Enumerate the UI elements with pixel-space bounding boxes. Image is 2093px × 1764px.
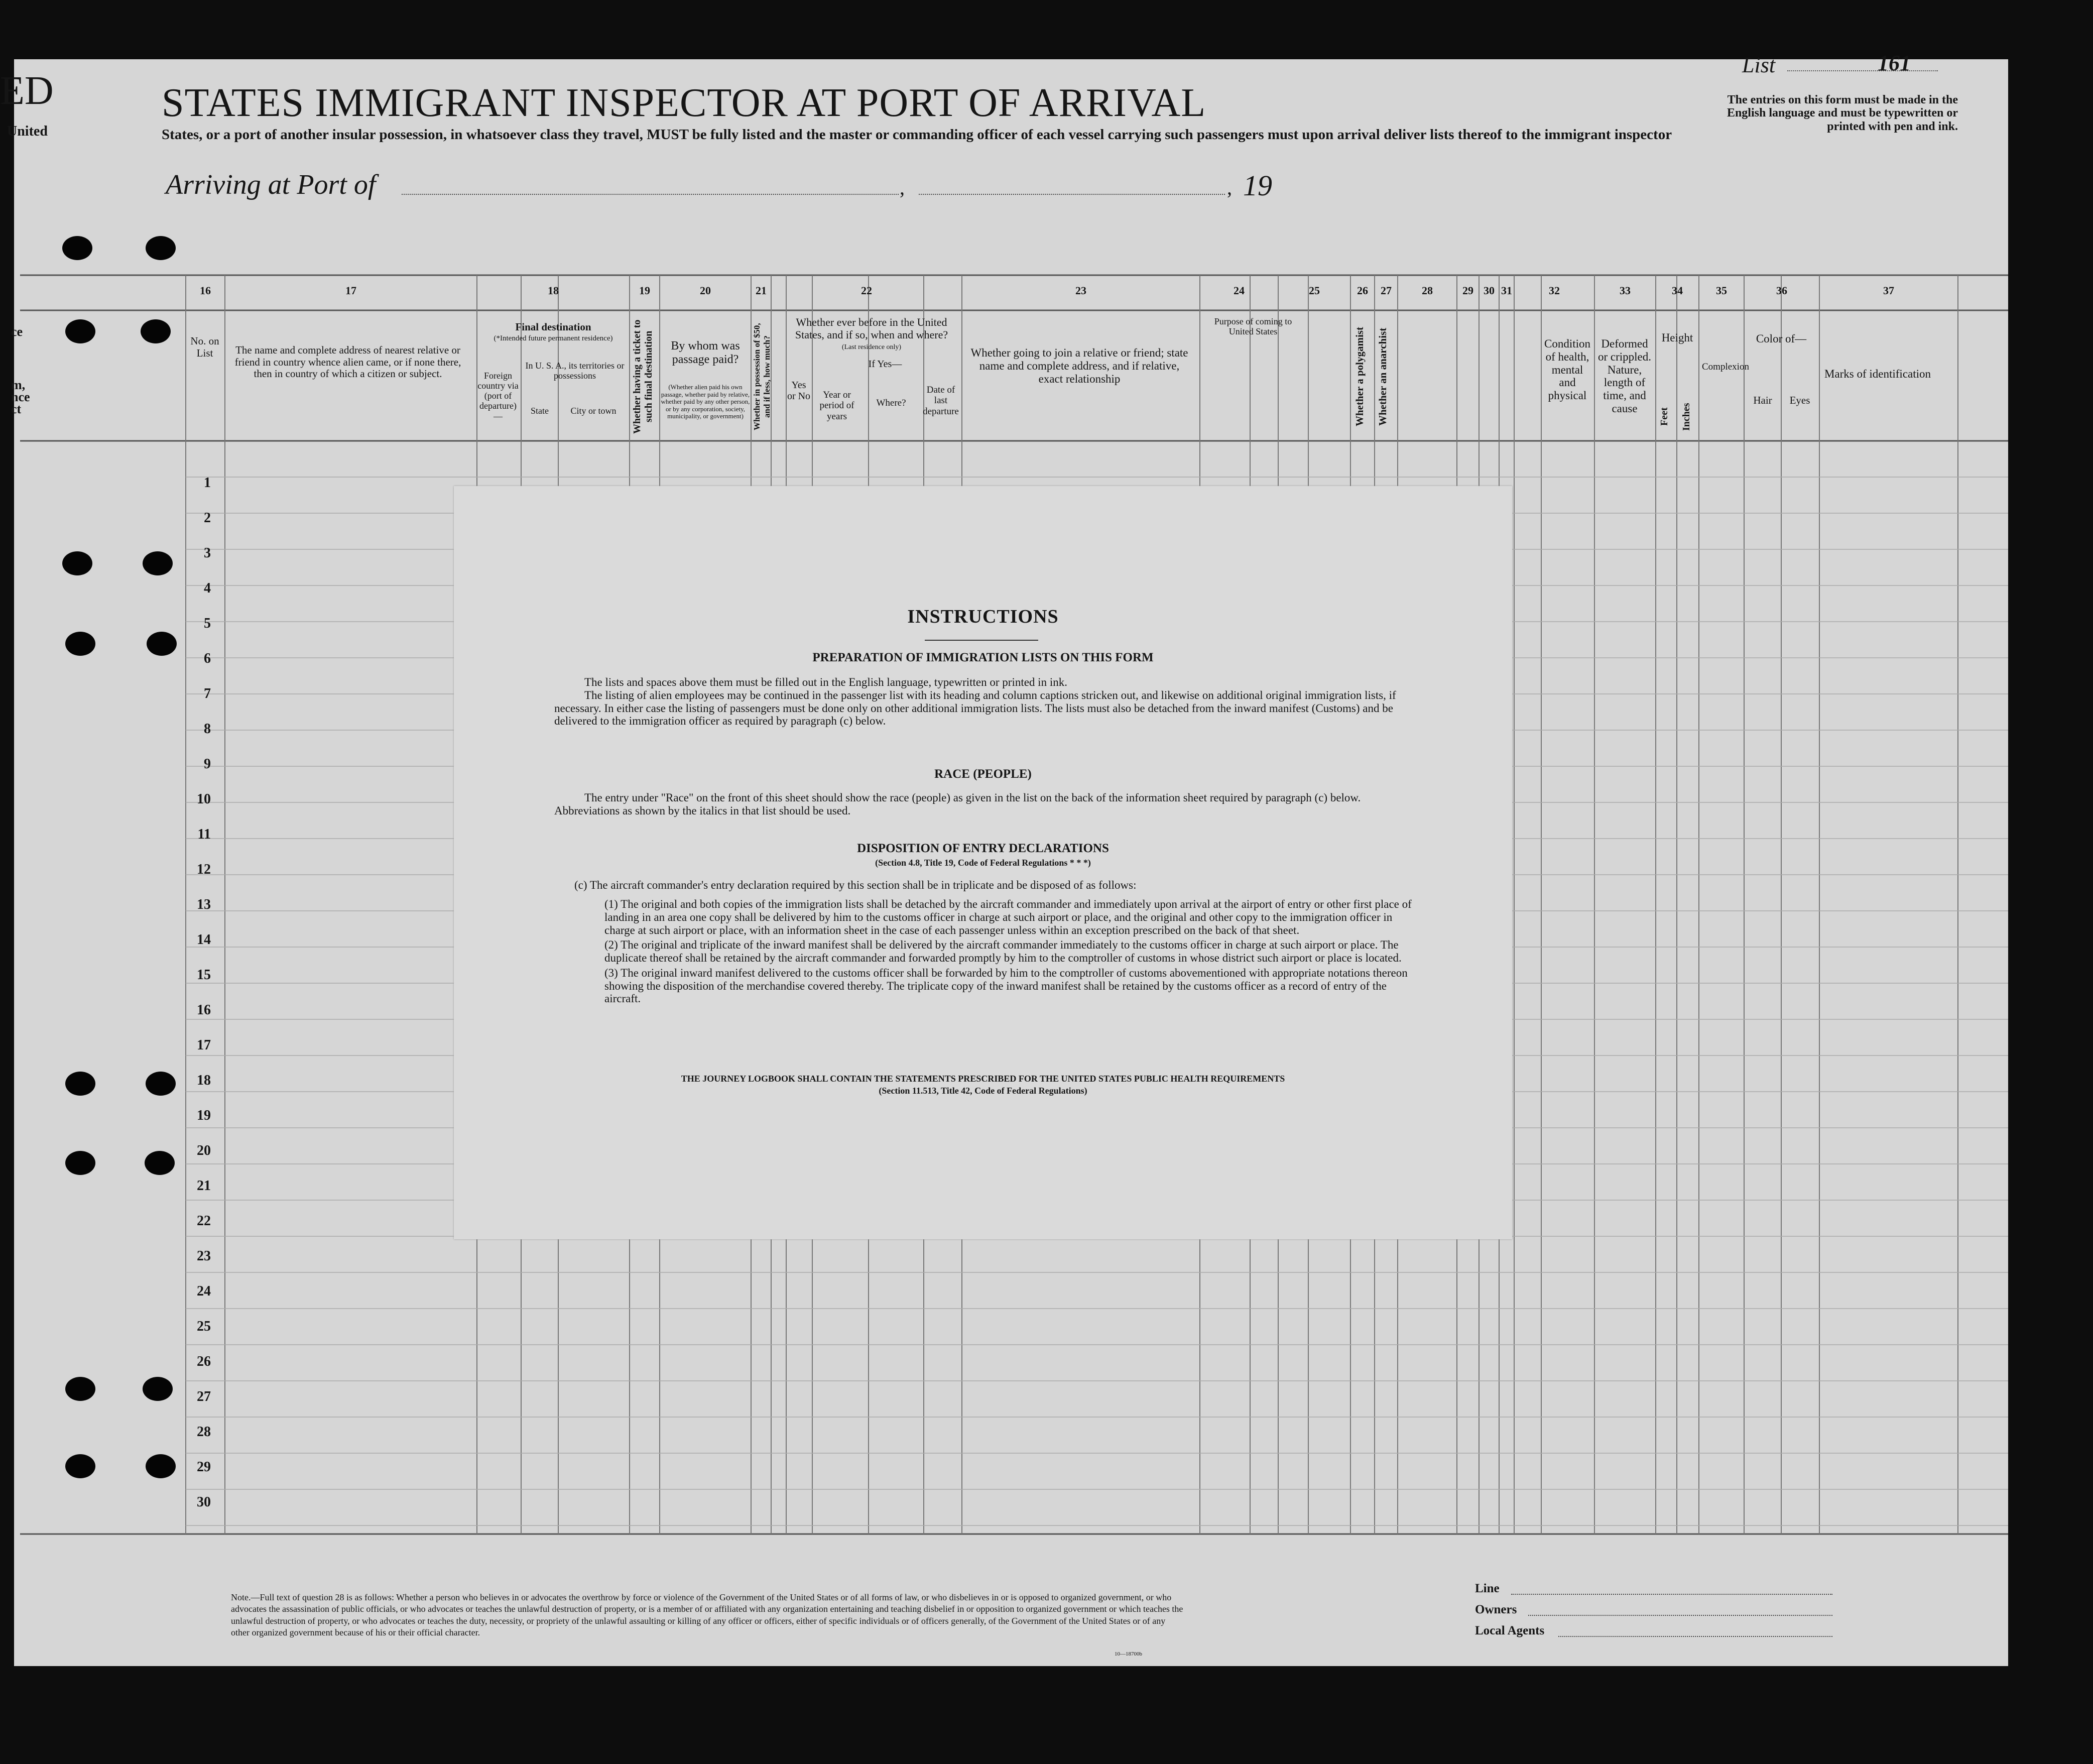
stub-united-text: United — [7, 124, 48, 139]
row-number: 13 — [197, 897, 211, 912]
comma-sep: , — [1227, 176, 1232, 199]
col-marks-header: Marks of identification — [1824, 368, 1931, 380]
disposition-item: (2) The original and triplicate of the inward manifest shall be delivered by the aircraft commander immediately to the customs officer in charge at such airport or place. The duplicate thereof shall be retained by the aircraft commander and forwarded promptly by him to the comptroller of customs in whose district such airport or place is located. — [604, 938, 1402, 964]
disposition-intro: (c) The aircraft commander's entry declaration required by this section shall be in triplicate and be disposed of as follows: — [574, 879, 1137, 891]
column-number: 31 — [1501, 284, 1512, 297]
stub-line: nce — [11, 390, 30, 404]
row-number: 8 — [204, 721, 211, 737]
column-number: 22 — [861, 284, 872, 297]
entries-note: The entries on this form must be made in the English language and must be typewritten or printed with pen and ink. — [1727, 93, 1958, 133]
row-number: 12 — [197, 862, 211, 877]
col-hair-header: Hair — [1753, 394, 1772, 406]
row-number: 20 — [197, 1143, 211, 1158]
col-feet-header: Feet — [1659, 407, 1670, 426]
row-number: 21 — [197, 1178, 211, 1194]
col-final-destination-header: Final destination — [515, 321, 591, 333]
col-if-yes-header: If Yes— — [868, 359, 902, 370]
list-number: 161 — [1878, 51, 1911, 75]
form-title: STATES IMMIGRANT INSPECTOR AT PORT OF ARRIVAL — [162, 81, 1206, 125]
line-label: Line — [1475, 1582, 1500, 1595]
logbook-statement: THE JOURNEY LOGBOOK SHALL CONTAIN THE STATEMENTS PRESCRIBED FOR THE UNITED STATES PUBLIC HEALTH REQUIREMENTS — [681, 1074, 1285, 1084]
row-number: 5 — [204, 616, 211, 631]
column-number: 16 — [200, 284, 211, 297]
row-number: 10 — [197, 791, 211, 807]
year-prefix: 19 — [1243, 169, 1272, 202]
column-number: 37 — [1883, 284, 1894, 297]
column-number: 30 — [1484, 284, 1495, 297]
prep-paragraph-1: The lists and spaces above them must be filled out in the English language, typewritten or printed in ink. — [584, 676, 1067, 688]
column-number: 27 — [1381, 284, 1392, 297]
owners-label: Owners — [1475, 1603, 1517, 1616]
arriving-label: Arriving at Port of — [166, 169, 376, 200]
row-number: 16 — [197, 1002, 211, 1018]
row-number: 14 — [197, 932, 211, 948]
col-purpose-header: Purpose of coming to United States — [1214, 316, 1292, 337]
row-number: 26 — [197, 1354, 211, 1369]
row-number: 17 — [197, 1037, 211, 1053]
local-agents-label: Local Agents — [1475, 1624, 1545, 1637]
col-foreign-country-header: Foreign country via (port of departure)— — [477, 371, 519, 421]
disposition-item: (3) The original inward manifest delivered to the customs officer shall be forwarded by him to the comptroller of customs abovementioned with appropriate notations thereon showing the disposition of the merchandise covered thereby. The triplicate copy of the inward manifest shall be retained by the customs officer as a record of entry of the aircraft. — [604, 966, 1408, 1005]
col-state-header: State — [531, 406, 549, 416]
column-number: 20 — [700, 284, 711, 297]
list-label: List — [1742, 53, 1776, 77]
race-heading: RACE (PEOPLE) — [934, 767, 1032, 781]
stub-ed-text: ED — [0, 69, 54, 113]
row-number: 22 — [197, 1213, 211, 1229]
line-field — [1511, 1594, 1832, 1595]
col-year-period-header: Year or period of years — [819, 390, 854, 422]
col-join-relative-header: Whether going to join a relative or friend; state name and complete address, and if relative, exact relationship — [970, 346, 1188, 385]
disposition-heading: DISPOSITION OF ENTRY DECLARATIONS — [857, 842, 1109, 855]
row-number: 29 — [197, 1459, 211, 1475]
col-ticket-header: Whether having a ticket to such final destination — [632, 319, 654, 434]
column-number: 18 — [548, 284, 559, 297]
column-number: 17 — [345, 284, 356, 297]
row-number: 3 — [204, 545, 211, 561]
form-subtitle: States, or a port of another insular possession, in whatsoever class they travel, MUST be fully listed and the master or commanding officer of each vessel carrying such passengers must upon arrival deliver lists thereof to the immigrant inspector — [162, 127, 1672, 143]
col-usa-territories-header: In U. S. A., its territories or possessions — [525, 361, 625, 381]
stub-line: m, — [11, 378, 26, 392]
col-where-header: Where? — [876, 398, 906, 408]
prep-heading: PREPARATION OF IMMIGRATION LISTS ON THIS FORM — [812, 651, 1154, 664]
column-number: 34 — [1672, 284, 1683, 297]
col-yes-no-header: Yes or No — [787, 380, 811, 402]
column-number: 28 — [1422, 284, 1433, 297]
row-number: 15 — [197, 967, 211, 983]
instructions-title: INSTRUCTIONS — [907, 606, 1059, 627]
form-code: 10—18700b — [1115, 1651, 1142, 1657]
instructions-sheet — [454, 486, 1512, 1239]
col-deformed-header: Deformed or crippled. Nature, length of time, and cause — [1597, 337, 1651, 415]
col-inches-header: Inches — [1681, 403, 1692, 431]
col-polygamist-header: Whether a polygamist — [1353, 327, 1366, 426]
column-number: 19 — [639, 284, 650, 297]
col-complexion-header: Complexion — [1702, 362, 1749, 372]
col-height-header: Height — [1661, 331, 1693, 344]
row-number: 4 — [204, 580, 211, 596]
owners-field — [1528, 1615, 1832, 1616]
row-number: 28 — [197, 1424, 211, 1440]
row-number: 23 — [197, 1248, 211, 1264]
column-number: 25 — [1309, 284, 1320, 297]
local-agents-field — [1558, 1636, 1832, 1637]
column-number: 35 — [1716, 284, 1727, 297]
row-number: 7 — [204, 686, 211, 701]
col-city-header: City or town — [570, 406, 617, 416]
row-number: 24 — [197, 1283, 211, 1299]
col-passage-paid-sub: (Whether alien paid his own passage, whether paid by relative, whether paid by any other person, or by any corporation, society, municipality, or government) — [661, 383, 750, 420]
disposition-subheading: (Section 4.8, Title 19, Code of Federal Regulations * * *) — [875, 858, 1091, 868]
row-number: 18 — [197, 1073, 211, 1088]
column-number: 29 — [1462, 284, 1473, 297]
column-number: 32 — [1549, 284, 1560, 297]
title-rule — [925, 640, 1038, 641]
race-paragraph: The entry under "Race" on the front of this sheet should show the race (people) as given in the list on the back of the information sheet required by paragraph (c) below. Abbreviations as shown by the italics in that list should be used. — [554, 791, 1361, 817]
col-passage-paid-header: By whom was passage paid? — [671, 339, 740, 366]
row-number: 2 — [204, 510, 211, 526]
column-number: 24 — [1234, 284, 1245, 297]
column-number: 21 — [756, 284, 767, 297]
disposition-list — [604, 898, 1416, 1005]
row-number: 11 — [197, 827, 211, 842]
col-fifty-dollars-header: Whether in possession of $50, and if less, how much? — [752, 323, 772, 430]
row-number: 6 — [204, 651, 211, 666]
column-number: 26 — [1357, 284, 1368, 297]
row-number: 27 — [197, 1389, 211, 1404]
row-number: 30 — [197, 1494, 211, 1510]
col-color-header: Color of— — [1756, 332, 1807, 345]
col-final-destination-sub: (*Intended future permanent residence) — [494, 334, 613, 342]
disposition-item: (1) The original and both copies of the immigration lists shall be detached by the aircraft commander and immediately upon arrival at the airport of entry or other first place of landing in an area one copy shall be delivered by him to the customs officer in charge at such airport or place, and the original and other copy to the immigration officer in charge at such airport or place, with an information sheet in the case of each passenger unless within an exception prescribed on the back of that sheet. — [604, 898, 1412, 936]
row-number: 1 — [204, 475, 211, 491]
comma-sep: , — [900, 176, 905, 199]
prep-paragraph-2: The listing of alien employees may be continued in the passenger list with its heading and column captions stricken out, and likewise on additional original immigration lists, if necessary. In either case the listing of passengers must be done only on other additional immigration lists. The lists must also be detached from the inward manifest (Customs) and be delivered to the immigration officer as required by paragraph (c) below. — [554, 688, 1396, 728]
column-number: 23 — [1075, 284, 1086, 297]
col-anarchist-header: Whether an anarchist — [1377, 327, 1389, 426]
col-relative-address-header: The name and complete address of nearest relative or friend in country whence alien came, or if none there, then in country of which a citizen or subject. — [234, 344, 461, 380]
col-ever-before-header: Whether ever before in the United States, and if so, when and where? — [795, 316, 948, 341]
row-number: 9 — [204, 756, 211, 772]
stub-line: ct — [11, 402, 22, 416]
col-date-departure-header: Date of last departure — [923, 385, 959, 417]
col-ever-before-sub: (Last residence only) — [841, 343, 902, 351]
stub-line: ce — [11, 324, 23, 339]
column-number: 33 — [1620, 284, 1631, 297]
col-health-header: Condition of health, mental and physical — [1544, 337, 1590, 402]
logbook-citation: (Section 11.513, Title 42, Code of Federal Regulations) — [879, 1086, 1087, 1096]
prep-body — [554, 676, 1416, 728]
row-number: 19 — [197, 1108, 211, 1123]
question-28-note: Note.—Full text of question 28 is as follows: Whether a person who believes in or advocates the overthrow by force or violence of the Government of the United States or of all forms of law, or who disbelieves in or is opposed to organized government, or who advocates the assassination of public officials, or who advocates or teaches the unlawful destruction of property, or is a member of or affiliated with any organization entertaining and teaching disbelief in or opposition to organized government or which teaches the unlawful destruction of property, or who advocates or teaches the duty, necessity, or propriety of the unlawful assaulting or killing of any officer or officers, either of specific individuals or of officers generally, of the Government of the United States or of any other organized government because of his or their official character. — [231, 1592, 1183, 1638]
col-no-on-list-header: No. on List — [190, 335, 219, 359]
column-number: 36 — [1776, 284, 1787, 297]
col-eyes-header: Eyes — [1789, 394, 1810, 406]
row-number: 25 — [197, 1319, 211, 1334]
